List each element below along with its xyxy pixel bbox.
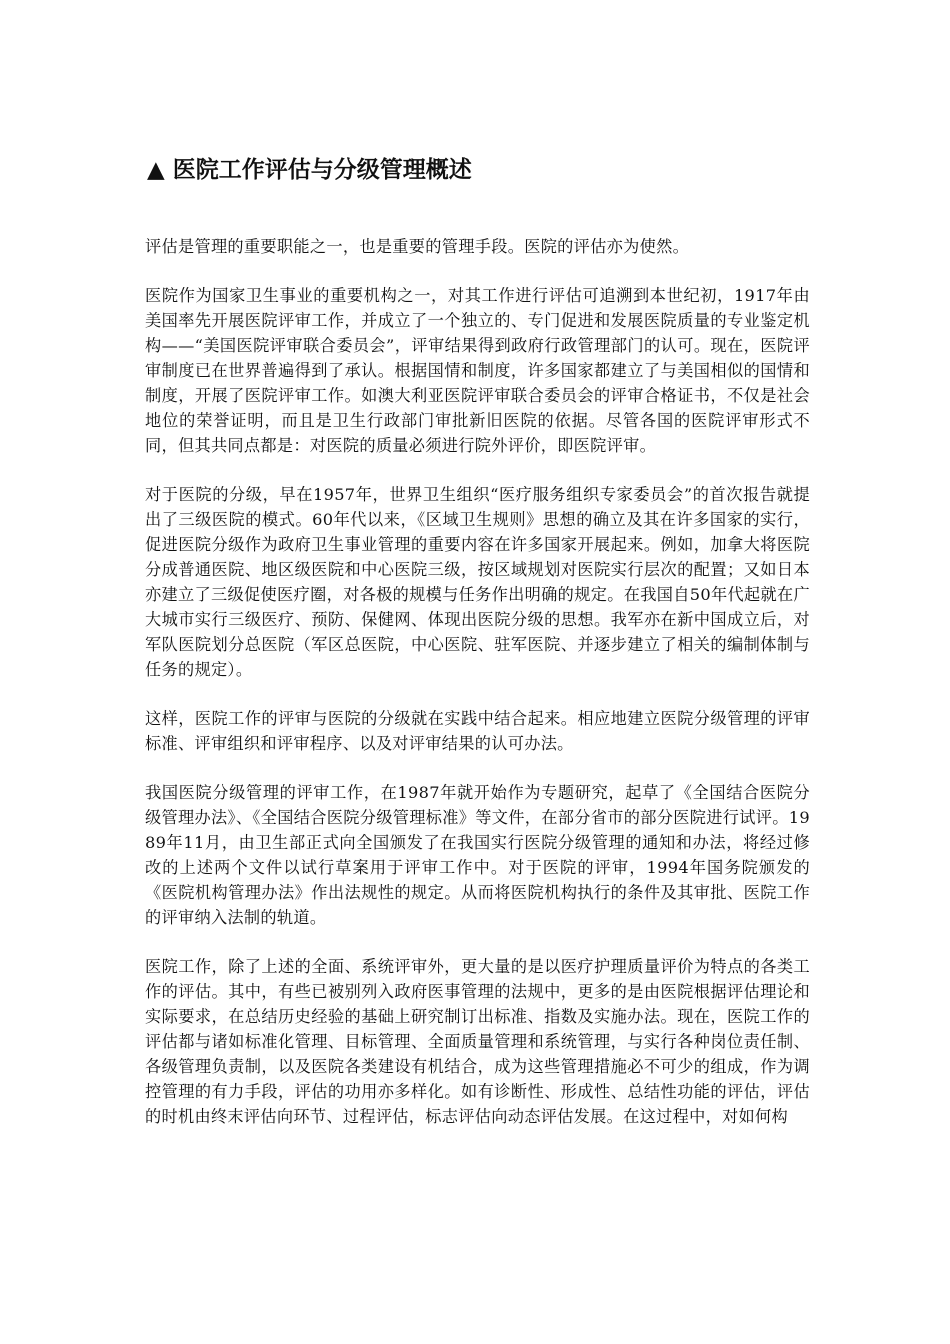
paragraph-hospital-grading: 对于医院的分级，早在1957年，世界卫生组织“医疗服务组织专家委员会”的首次报告就提出了三级医院的模式。60年代以来，《区域卫生规则》思想的确立及其在许多国家的实行，促进医院分级作为政府卫生事业管理的重要内容在许多国家开展起来。例如，加拿大将医院分成普通医院、地区级医院和中心医院三级，按区域规划对医院实行层次的配置；又如日本亦建立了三级促使医疗圈，对各极的规模与任务作出明确的规定。在我国自50年代起就在广大城市实行三级医疗、预防、保健网、体现出医院分级的思想。我军亦在新中国成立后，对军队医院划分总医院（军区总医院，中心医院、驻军医院、并逐步建立了相关的编制体制与任务的规定）。 xyxy=(145,485,810,679)
document-body xyxy=(145,234,810,1153)
document-title xyxy=(147,150,472,190)
paragraph-hospital-accreditation-history: 医院作为国家卫生事业的重要机构之一，对其工作进行评估可追溯到本世纪初，1917年由美国率先开展医院评审工作，并成立了一个独立的、专门促进和发展医院质量的专业鉴定机构——“美国医院评审联合委员会”，评审结果得到政府行政管理部门的认可。现在，医院评审制度已在世界普遍得到了承认。根据国情和制度，许多国家都建立了与美国相似的国情和制度，开展了医院评审工作。如澳大利亚医院评审联合委员会的评审合格证书，不仅是社会地位的荣誉证明，而且是卫生行政部门审批新旧医院的依据。尽管各国的医院评审形式不同，但其共同点都是：对医院的质量必须进行院外评价，即医院评审。 xyxy=(145,286,810,455)
paragraph-intro: 评估是管理的重要职能之一，也是重要的管理手段。医院的评估亦为使然。 xyxy=(145,237,690,256)
paragraph-hospital-work-evaluation: 医院工作，除了上述的全面、系统评审外，更大量的是以医疗护理质量评价为特点的各类工作的评估。其中，有些已被别列入政府医事管理的法规中，更多的是由医院根据评估理论和实际要求，在总结历史经验的基础上研究制订出标准、指数及实施办法。现在，医院工作的评估都与诸如标准化管理、目标管理、全面质量管理和系统管理，与实行各种岗位责任制、各级管理负责制，以及医院各类建设有机结合，成为这些管理措施必不可少的组成，作为调控管理的有力手段，评估的功用亦多样化。如有诊断性、形成性、总结性功能的评估，评估的时机由终末评估向环节、过程评估，标志评估向动态评估发展。在这过程中，对如何构 xyxy=(145,957,810,1126)
paragraph-china-grading-work: 我国医院分级管理的评审工作，在1987年就开始作为专题研究，起草了《全国结合医院分级管理办法》、《全国结合医院分级管理标准》等文件，在部分省市的部分医院进行试评。1989年11月，由卫生部正式向全国颁发了在我国实行医院分级管理的通知和办法，将经过修改的上述两个文件以试行草案用于评审工作中。对于医院的评审，1994年国务院颁发的《医院机构管理办法》作出法规性的规定。从而将医院机构执行的条件及其审批、医院工作的评审纳入法制的轨道。 xyxy=(145,783,810,927)
triangle-marker-icon: ▲ xyxy=(147,157,165,183)
title-text: 医院工作评估与分级管理概述 xyxy=(172,157,472,183)
paragraph-combination: 这样，医院工作的评审与医院的分级就在实践中结合起来。相应地建立医院分级管理的评审标准、评审组织和评审程序、以及对评审结果的认可办法。 xyxy=(145,709,810,753)
